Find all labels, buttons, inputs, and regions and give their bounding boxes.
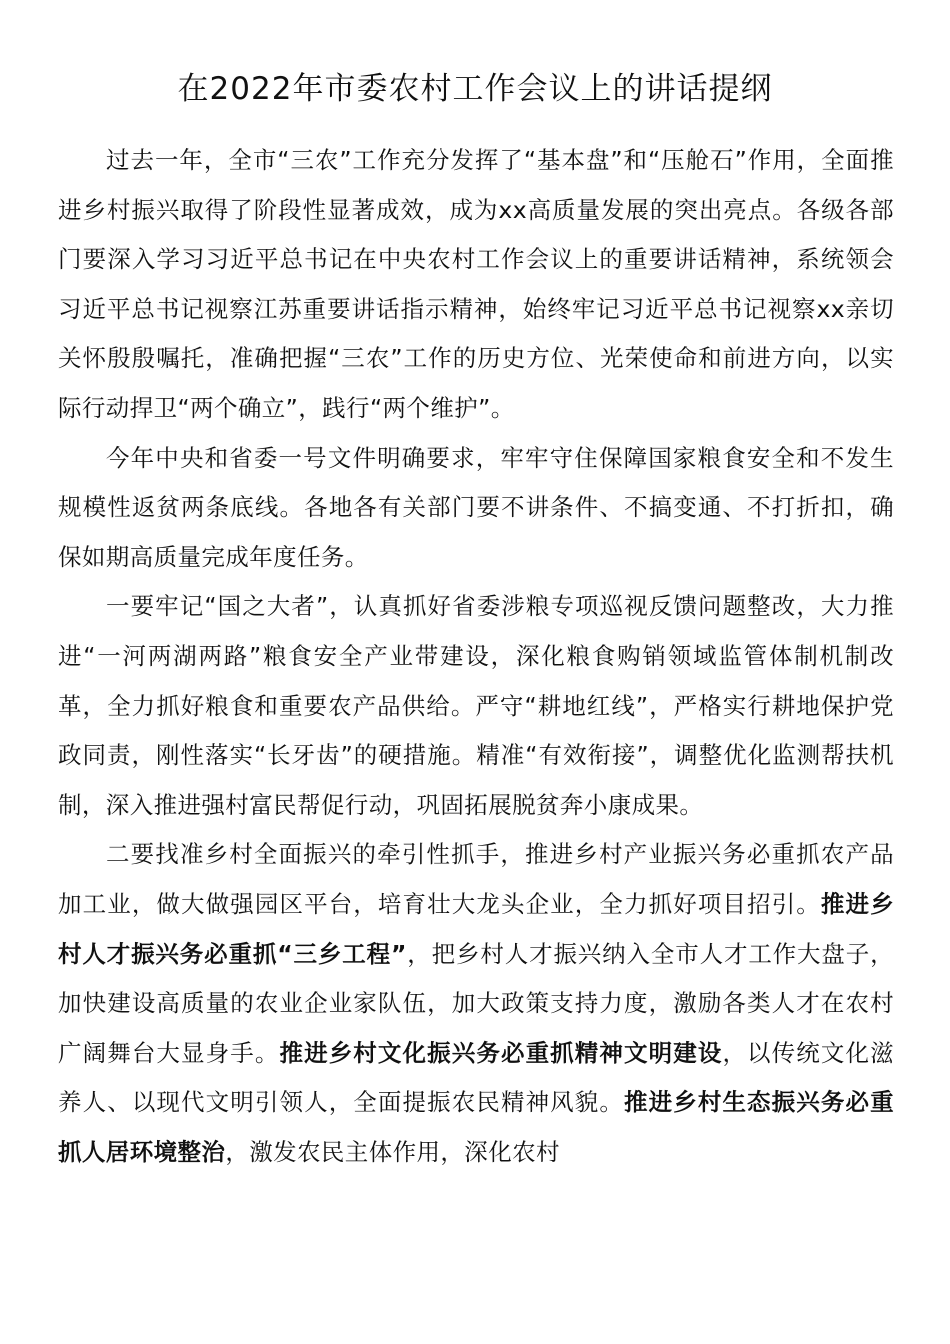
paragraph-segment: ，激发农民主体作用，深化农村 — [225, 1137, 560, 1166]
paragraph-first-requirement: 一要牢记“国之大者”，认真抓好省委涉粮专项巡视反馈问题整改，大力推进“一河两湖两路”粮食安全产业带建设，深化粮食购销领域监管体制机制改革，全力抓好粮食和重要农产品供给。严守“耕地红线”，严格实行耕地保护党政同责，刚性落实“长牙齿”的硬措施。精准“有效衔接”，调整优化监测帮扶机制，深入推进强村富民帮促行动，巩固拓展脱贫奔小康成果。 — [58, 592, 894, 819]
document-title: 在2022年市委农村工作会议上的讲话提纲 — [177, 71, 773, 107]
emphasis-ecology-revitalization: 推进乡村生态振兴务必重抓人居环境整治 — [58, 1088, 895, 1166]
paragraph-segment: 二要找准乡村全面振兴的牵引性抓手，推进乡村产业振兴务必重抓农产品加工业，做大做强园区平台，培育壮大龙头企业，全力抓好项目招引。 — [58, 840, 894, 918]
paragraph-second-requirement — [58, 830, 894, 1177]
emphasis-culture-revitalization: 推进乡村文化振兴务必重抓精神文明建设 — [279, 1038, 723, 1067]
paragraph-segment: ，以传统文化滋养人、以现代文明引领人，全面提振农民精神风貌。 — [58, 1038, 894, 1117]
document-body — [58, 136, 894, 1177]
emphasis-talent-revitalization: 推进乡村人才振兴务必重抓“三乡工程” — [58, 889, 894, 968]
paragraph-bottom-lines: 今年中央和省委一号文件明确要求，牢牢守住保障国家粮食安全和不发生规模性返贫两条底线。各地各有关部门要不讲条件、不搞变通、不打折扣，确保如期高质量完成年度任务。 — [58, 443, 894, 571]
paragraph-review: 过去一年，全市“三农”工作充分发挥了“基本盘”和“压舱石”作用，全面推进乡村振兴取得了阶段性显著成效，成为xx高质量发展的突出亮点。各级各部门要深入学习习近平总书记在中央农村工作会议上的重要讲话精神，系统领会习近平总书记视察江苏重要讲话指示精神，始终牢记习近平总书记视察xx亲切关怀殷殷嘱托，准确把握“三农”工作的历史方位、光荣使命和前进方向，以实际行动捍卫“两个确立”，践行“两个维护”。 — [58, 146, 894, 422]
paragraph-segment: ，把乡村人才振兴纳入全市人才工作大盘子，加快建设高质量的农业企业家队伍，加大政策支持力度，激励各类人才在农村广阔舞台大显身手。 — [58, 939, 895, 1067]
